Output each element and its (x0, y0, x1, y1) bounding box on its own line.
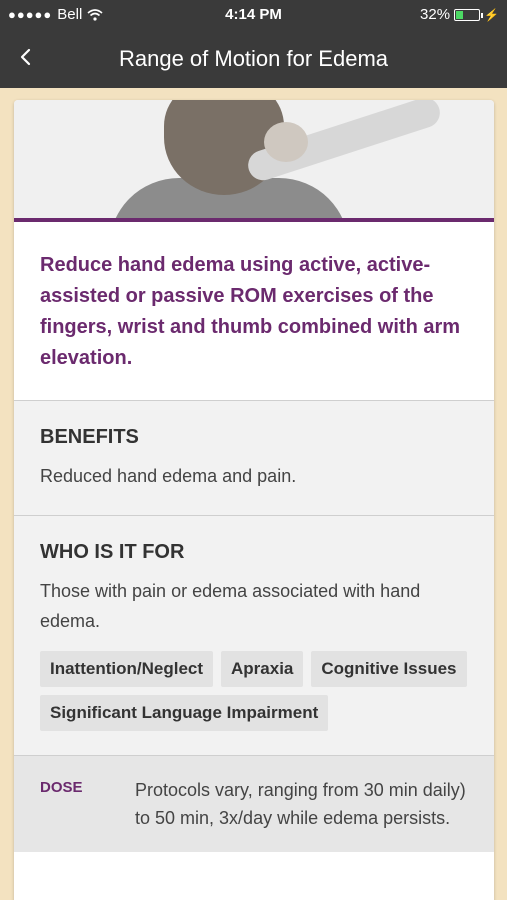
nav-bar (0, 30, 507, 88)
signal-icon: ●●●●● (8, 7, 53, 22)
who-section (14, 516, 494, 756)
tag-list (40, 651, 468, 731)
benefits-heading: BENEFITS (40, 426, 139, 448)
clock: 4:14 PM (225, 6, 282, 23)
hero-image (14, 100, 494, 222)
tag-language: Significant Language Impairment (40, 695, 328, 731)
tag-inattention: Inattention/Neglect (40, 651, 213, 687)
dose-row (14, 756, 494, 852)
status-bar (0, 0, 507, 30)
battery-group (420, 6, 499, 23)
tag-cognitive: Cognitive Issues (311, 651, 466, 687)
tag-apraxia: Apraxia (221, 651, 303, 687)
charging-icon: ⚡ (484, 7, 499, 22)
content-card (14, 100, 494, 900)
who-text: Those with pain or edema associated with hand edema. (40, 581, 421, 631)
lead-summary: Reduce hand edema using active, active-assisted or passive ROM exercises of the fingers, wrist and thumb combined with arm elevation. (14, 222, 494, 401)
benefits-text: Reduced hand edema and pain. (40, 466, 297, 486)
page-title: Range of Motion for Edema (118, 46, 389, 71)
battery-percent: 32% (420, 6, 451, 23)
carrier-name: Bell (57, 6, 83, 23)
dose-text: Protocols vary, ranging from 30 min daily) to 50 min, 3x/day while edema persists. (135, 780, 466, 828)
benefits-section (14, 401, 494, 516)
who-heading: WHO IS IT FOR (40, 541, 185, 563)
dose-label: DOSE (40, 779, 83, 796)
battery-icon (454, 9, 480, 21)
